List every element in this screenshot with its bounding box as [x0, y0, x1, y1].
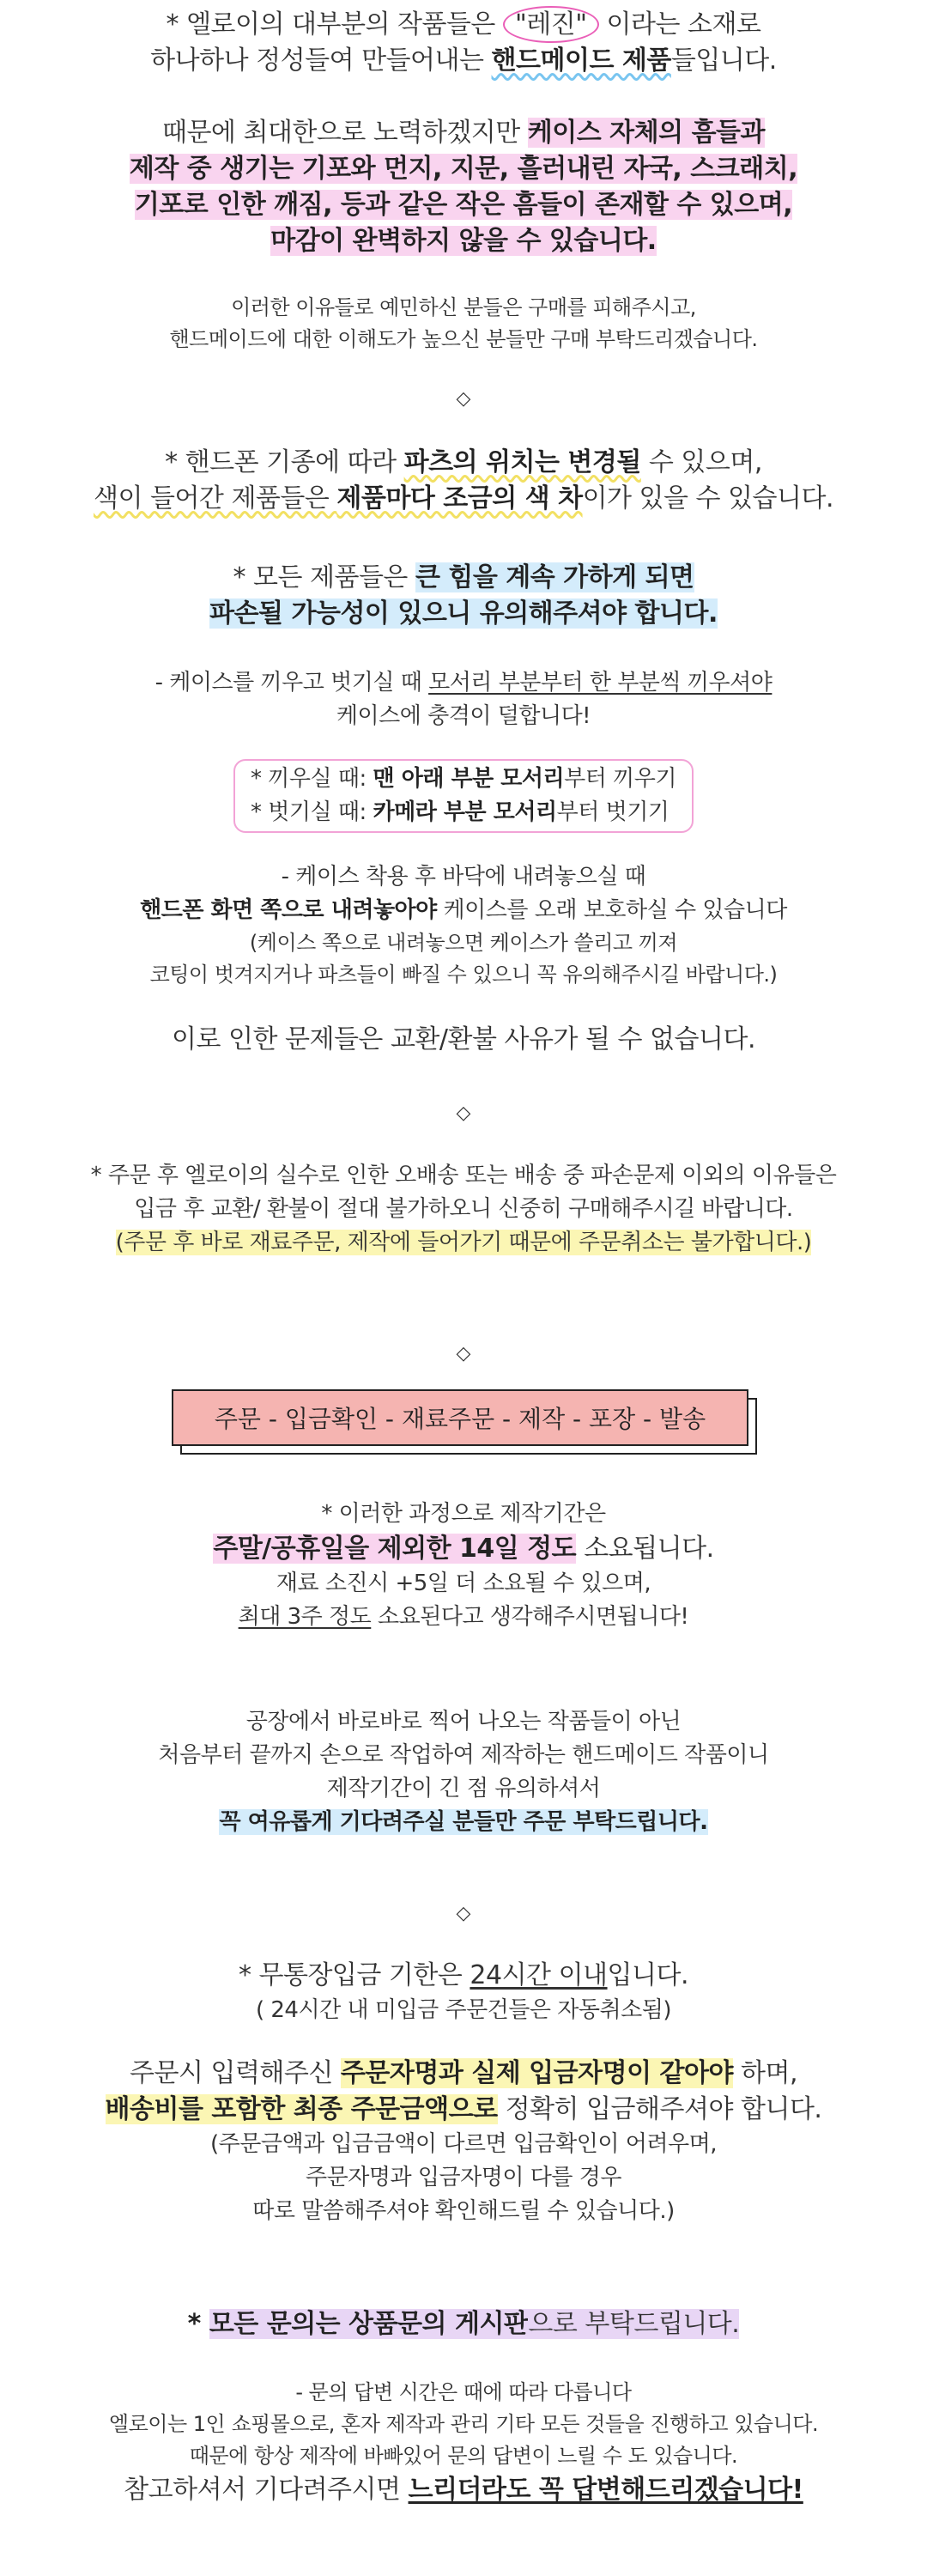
reply-line-4: [0, 2472, 927, 2508]
text: 수 있으며,: [640, 447, 762, 477]
highlight: 주문자명과 실제 입금자명이 같아야: [340, 2058, 733, 2088]
intro-line-2: [0, 43, 927, 79]
emphasis: 카메라 부분 모서리: [373, 799, 557, 825]
text: 으로 부탁드립니다.: [528, 2309, 740, 2339]
deadline-line-2: ( 24시간 내 미입금 주문건들은 자동취소됨): [255, 1997, 672, 2023]
text: 색이 들어간 제품들은: [93, 483, 337, 513]
reply-line-2: 엘로이는 1인 쇼핑몰으로, 혼자 제작과 관리 기타 모든 것들을 진행하고 있습니다.: [108, 2412, 819, 2436]
fit-remove-box: [233, 759, 694, 833]
deposit-deadline: [0, 1958, 927, 2027]
handmade-line-4: [0, 1806, 927, 1839]
highlight: 배송비를 포함한 최종 주문금액으로: [105, 2094, 498, 2124]
text: * 핸드폰 기종에 따라: [165, 447, 404, 477]
corner-line-1: [0, 666, 927, 700]
text: *: [187, 2309, 209, 2339]
no-refund-notice: [0, 1022, 927, 1058]
defects-line-1: [0, 115, 927, 151]
emphasis: 제품마다 조금의 색 차: [336, 483, 583, 513]
reply-notice: [0, 2377, 927, 2508]
divider-diamond: ◇: [456, 1103, 471, 1124]
underlined-text: 느리더라도 꼭 답변해드리겠습니다!: [408, 2475, 803, 2505]
corner-notice: [0, 666, 927, 733]
text: - 케이스를 끼우고 벗기실 때: [154, 670, 429, 696]
text: 때문에 최대한으로 노력하겠지만: [161, 118, 528, 148]
text: * 끼우실 때:: [251, 766, 373, 792]
resin-circled-text: "레진": [503, 6, 599, 43]
divider-diamond: ◇: [456, 1903, 471, 1924]
text: 참고하셔서 기다려주시면: [124, 2475, 409, 2505]
period-line-3: 재료 소진시 +5일 더 소요될 수 있으며,: [276, 1571, 651, 1596]
period-line-4: [0, 1601, 927, 1634]
reply-line-1: - 문의 답변 시간은 때에 따라 다릅니다: [295, 2380, 632, 2404]
order-process-steps: 주문 - 입금확인 - 재료주문 - 제작 - 포장 - 발송: [172, 1389, 748, 1446]
inquiry-line: [0, 2306, 927, 2342]
highlight: 마감이 완벽하지 않을 수 있습니다.: [270, 226, 657, 256]
text: 정확히 입금해주셔야 합니다.: [497, 2094, 822, 2124]
notice-line-1: 이러한 이유들로 예민하신 분들은 구매를 피해주시고,: [231, 295, 696, 319]
placement-notice: [0, 860, 927, 991]
text: * 모든 제품들은: [233, 562, 415, 592]
pressure-notice: [0, 560, 927, 632]
remove-line: [251, 796, 676, 829]
period-line-2: [0, 1531, 927, 1567]
handmade-notice: [0, 1705, 927, 1839]
text: 하며,: [732, 2058, 797, 2088]
placement-line-4: 코팅이 벗겨지거나 파츠들이 빠질 수 있으니 꼭 유의해주시길 바랍니다.): [149, 963, 778, 987]
deadline-line-1: [0, 1958, 927, 1994]
parts-line-2: [0, 481, 927, 517]
defects-line-3: [0, 187, 927, 223]
sensitive-notice: [0, 292, 927, 355]
text: 들입니다.: [670, 46, 777, 76]
highlight: 케이스 자체의 흠들과: [527, 118, 766, 148]
handmade-line-1: 공장에서 바로바로 찍어 나오는 작품들이 아닌: [245, 1709, 682, 1735]
placement-line-3: (케이스 쪽으로 내려놓으면 케이스가 쓸리고 끼져: [249, 931, 678, 955]
payment-line-5: 따로 말씀해주셔야 확인해드릴 수 있습니다.): [252, 2198, 675, 2224]
emphasis: 핸드폰 화면 쪽으로 내려놓아야: [140, 897, 437, 923]
order-line-3: [0, 1226, 927, 1260]
defects-block: [0, 115, 927, 259]
text: * 엘로이의 대부분의 작품들은: [166, 9, 503, 39]
order-line-2: 입금 후 교환/ 환불이 절대 불가하오니 신중히 구매해주시길 바랍니다.: [134, 1196, 793, 1222]
handmade-line-2: 처음부터 끝까지 손으로 작업하여 제작하는 핸드메이드 작품이니: [158, 1742, 769, 1768]
fit-line: [251, 762, 676, 796]
text: 부터 벗기기: [556, 799, 670, 825]
highlight: 주말/공휴일을 제외한 14일 정도: [213, 1534, 577, 1564]
intro-block: [0, 7, 927, 79]
payment-line-2: [0, 2092, 927, 2128]
intro-line-1: [0, 7, 927, 43]
handmade-emphasis: 핸드메이드 제품: [491, 46, 671, 76]
highlight: (주문 후 바로 재료주문, 제작에 들어가기 때문에 주문취소는 불가합니다.): [115, 1230, 812, 1255]
no-refund-line: 이로 인한 문제들은 교환/환불 사유가 될 수 없습니다.: [172, 1024, 755, 1054]
pressure-line-1: [0, 560, 927, 596]
corner-line-2: 케이스에 충격이 덜합니다!: [336, 703, 591, 729]
divider-diamond: ◇: [456, 1343, 471, 1364]
underlined-text: 모서리 부분부터 한 부분씩 끼우셔야: [428, 670, 772, 696]
payment-line-3: (주문금액과 입금금액이 다르면 입금확인이 어려우며,: [209, 2131, 718, 2157]
underlined-text: 24시간 이내: [470, 1960, 608, 1990]
underlined-text: 최대 3주 정도: [238, 1604, 372, 1630]
notice-line-2: 핸드메이드에 대한 이해도가 높으신 분들만 구매 부탁드리겠습니다.: [169, 327, 758, 351]
text: 하나하나 정성들여 만들어내는: [150, 46, 492, 76]
text: 이라는 소재로: [598, 9, 761, 39]
fit-remove-guide: [0, 759, 927, 833]
highlight: 기포로 인한 깨짐, 등과 같은 작은 흠들이 존재할 수 있으며,: [134, 190, 793, 220]
highlight: 꼭 여유롭게 기다려주실 분들만 주문 부탁드립니다.: [219, 1809, 708, 1835]
highlight: 파손될 가능성이 있으니 유의해주셔야 합니다.: [209, 598, 718, 629]
text: * 벗기실 때:: [251, 799, 373, 825]
highlight: 모든 문의는 상품문의 게시판: [209, 2309, 529, 2339]
text: 입니다.: [607, 1960, 689, 1990]
text: 소요됩니다.: [576, 1534, 714, 1564]
placement-line-1: - 케이스 착용 후 바닥에 내려놓으실 때: [281, 864, 646, 890]
highlight: 큰 힘을 계속 가하게 되면: [415, 562, 694, 592]
reply-line-3: 때문에 항상 제작에 바빠있어 문의 답변이 느릴 수 도 있습니다.: [189, 2444, 738, 2468]
text: 주문시 입력해주신: [129, 2058, 341, 2088]
order-process-box: [172, 1389, 755, 1453]
emphasis: 맨 아래 부분 모서리: [373, 766, 565, 792]
payment-line-4: 주문자명과 입금자명이 다를 경우: [306, 2165, 621, 2190]
text: 이가 있을 수 있습니다.: [582, 483, 834, 513]
production-period: [0, 1498, 927, 1634]
divider-diamond: ◇: [456, 388, 471, 410]
highlight: 제작 중 생기는 기포와 먼지, 지문, 흘러내린 자국, 스크래치,: [129, 154, 798, 184]
text: 부터 끼우기: [564, 766, 676, 792]
defects-line-4: [0, 223, 927, 259]
order-line-1: * 주문 후 엘로이의 실수로 인한 오배송 또는 배송 중 파손문제 이외의 이유들은: [90, 1163, 837, 1188]
payment-line-1: [0, 2056, 927, 2092]
placement-line-2: [0, 894, 927, 927]
order-notice: [0, 1159, 927, 1260]
emphasis: 파츠의 위치는 변경될: [403, 447, 641, 477]
inquiry-notice: [0, 2306, 927, 2342]
defects-line-2: [0, 151, 927, 187]
pressure-line-2: [0, 596, 927, 632]
parts-line-1: [0, 445, 927, 481]
text: 케이스를 오래 보호하실 수 있습니다: [436, 897, 787, 923]
parts-notice: [0, 445, 927, 517]
payment-notice: [0, 2056, 927, 2228]
handmade-line-3: 제작기간이 긴 점 유의하셔서: [326, 1776, 601, 1801]
period-line-1: * 이러한 과정으로 제작기간은: [321, 1501, 606, 1527]
text: 소요된다고 생각해주시면됩니다!: [371, 1604, 689, 1630]
text: * 무통장입금 기한은: [238, 1960, 470, 1990]
